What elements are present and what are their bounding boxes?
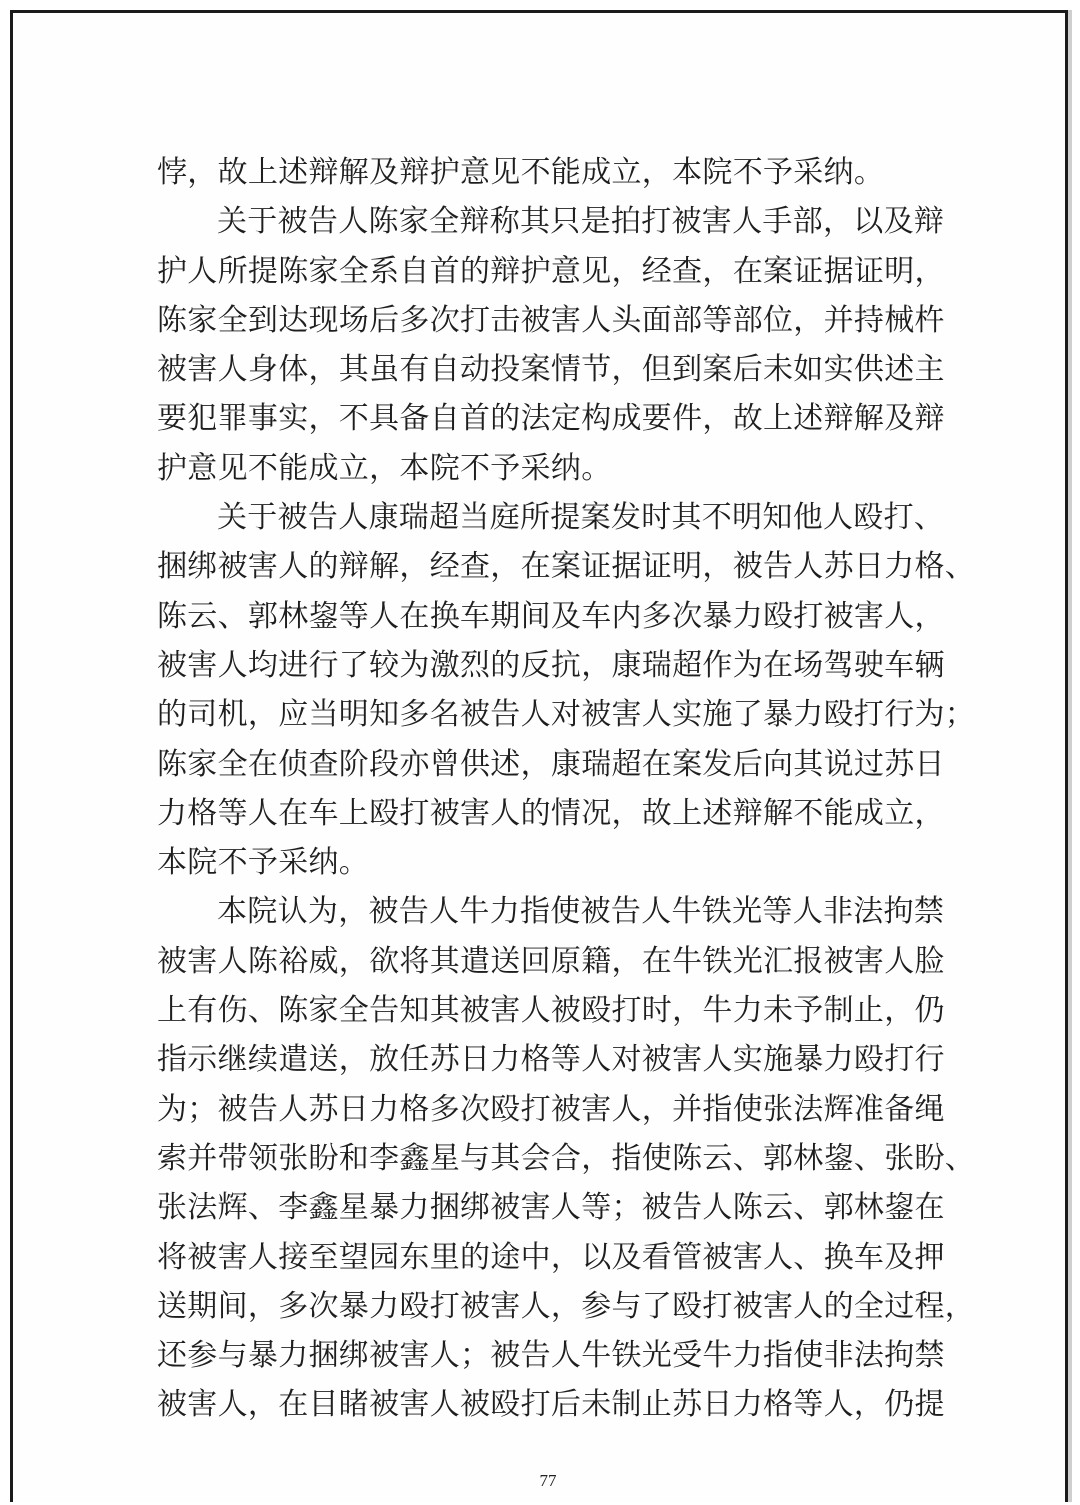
text-line: 悖，故上述辩解及辩护意见不能成立，本院不予采纳。 — [157, 155, 885, 190]
text-line: 陈家全到达现场后多次打击被害人头面部等部位，并持械杵 — [157, 302, 945, 338]
text-line: 本院不予采纳。 — [157, 845, 370, 881]
text-line: 还参与暴力捆绑被害人；被告人牛铁光受牛力指使非法拘禁 — [157, 1338, 945, 1374]
text-line: 为；被告人苏日力格多次殴打被害人，并指使张法辉准备绳 — [157, 1091, 945, 1127]
text-line: 被害人，在目睹被害人被殴打后未制止苏日力格等人，仍提 — [157, 1387, 945, 1423]
text-line: 陈云、郭林鋆等人在换车期间及车内多次暴力殴打被害人， — [157, 598, 945, 634]
text-line: 护意见不能成立，本院不予采纳。 — [157, 450, 612, 486]
text-line: 被害人陈裕威，欲将其遣送回原籍，在牛铁光汇报被害人脸 — [157, 943, 945, 979]
text-line: 力格等人在车上殴打被害人的情况，故上述辩解不能成立， — [157, 795, 945, 831]
text-line: 张法辉、李鑫星暴力捆绑被害人等；被告人陈云、郭林鋆在 — [157, 1190, 945, 1226]
body-text — [157, 148, 976, 1430]
text-line: 被害人均进行了较为激烈的反抗，康瑞超作为在场驾驶车辆 — [157, 647, 945, 683]
text-line: 护人所提陈家全系自首的辩护意见，经查，在案证据证明， — [157, 253, 945, 289]
text-line: 陈家全在侦查阶段亦曾供述，康瑞超在案发后向其说过苏日 — [157, 746, 945, 782]
text-line: 的司机，应当明知多名被告人对被害人实施了暴力殴打行为； — [157, 697, 976, 733]
text-line: 关于被告人康瑞超当庭所提案发时其不明知他人殴打、 — [217, 500, 945, 536]
text-line: 指示继续遣送，放任苏日力格等人对被害人实施暴力殴打行 — [157, 1042, 945, 1078]
text-line: 要犯罪事实，不具备自首的法定构成要件，故上述辩解及辩 — [157, 401, 945, 437]
text-line: 本院认为，被告人牛力指使被告人牛铁光等人非法拘禁 — [217, 894, 945, 930]
text-line: 关于被告人陈家全辩称其只是拍打被害人手部，以及辩 — [217, 204, 945, 240]
text-line: 捆绑被害人的辩解，经查，在案证据证明，被告人苏日力格、 — [157, 549, 976, 585]
text-line: 索并带领张盼和李鑫星与其会合，指使陈云、郭林鋆、张盼、 — [157, 1140, 976, 1176]
text-line: 将被害人接至望园东里的途中，以及看管被害人、换车及押 — [157, 1239, 945, 1275]
text-line: 被害人身体，其虽有自动投案情节，但到案后未如实供述主 — [157, 352, 945, 388]
document-page — [10, 10, 1068, 1502]
text-line: 送期间，多次暴力殴打被害人，参与了殴打被害人的全过程， — [157, 1288, 976, 1324]
text-line: 上有伤、陈家全告知其被害人被殴打时，牛力未予制止，仍 — [157, 993, 945, 1029]
page-number: 77 — [539, 1471, 557, 1490]
